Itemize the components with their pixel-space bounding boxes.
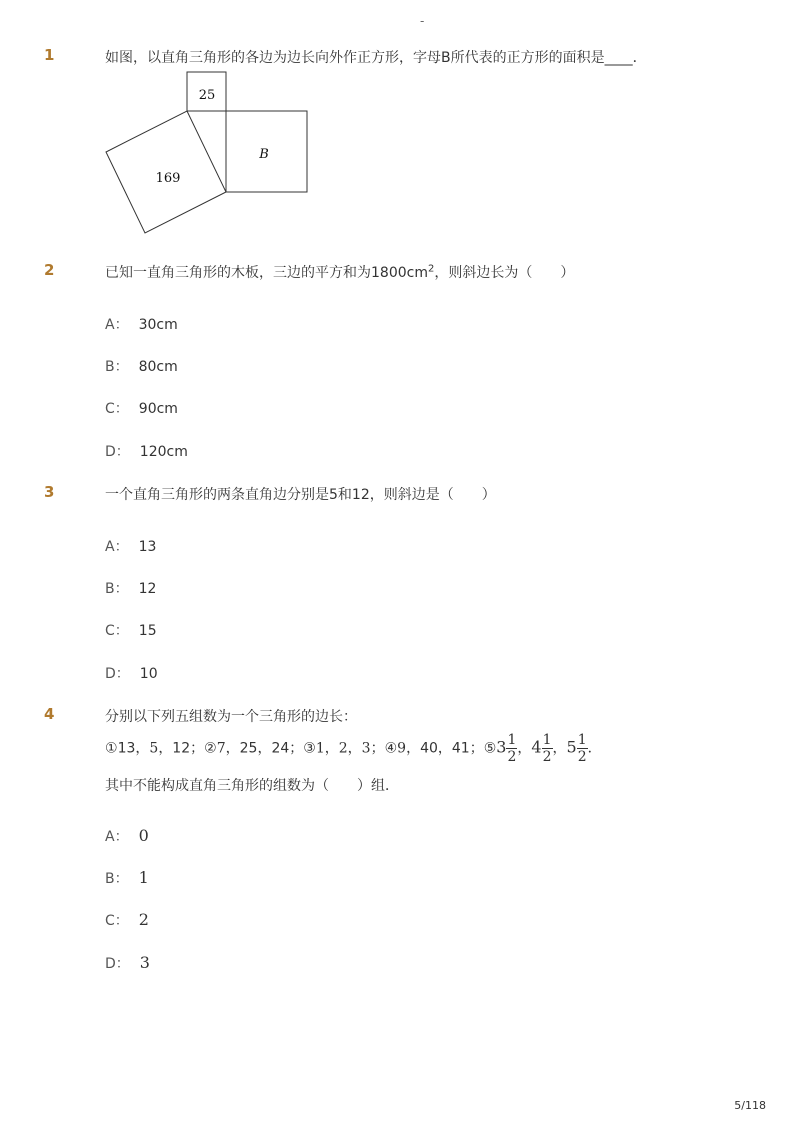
question-text-4-line3: 其中不能构成直角三角形的组数为（ ）组． — [105, 778, 399, 794]
page-number: 5/118 — [734, 1099, 766, 1112]
q2-option-c[interactable]: C： 90cm — [105, 401, 178, 417]
question-text-3: 一个直角三角形的两条直角边分别是5和12，则斜边是（ ） — [105, 487, 496, 503]
question-number-4: 4 — [44, 705, 55, 723]
q4-option-a[interactable]: A： 0 — [105, 826, 149, 845]
fraction-half-3: $\frac{1}{2}$ — [577, 732, 587, 765]
question-number-3: 3 — [44, 483, 55, 501]
q4-option-b[interactable]: B： 1 — [105, 868, 149, 887]
q4-option-d[interactable]: D： 3 — [105, 953, 150, 972]
fraction-half-2: $\frac{1}{2}$ — [542, 732, 552, 765]
q2-option-b[interactable]: B： 80cm — [105, 359, 178, 375]
q3-option-c[interactable]: C： 15 — [105, 623, 157, 639]
pythagoras-squares-figure — [100, 68, 315, 238]
header-dash: - — [420, 14, 425, 28]
question-text-1: 如图，以直角三角形的各边为边长向外作正方形，字母B所代表的正方形的面积是____． — [105, 50, 647, 66]
label-right: B — [259, 147, 269, 162]
fraction-half-1: $\frac{1}{2}$ — [507, 732, 517, 765]
label-left: 169 — [155, 171, 181, 186]
q3-option-d[interactable]: D： 10 — [105, 666, 158, 682]
q2-option-a[interactable]: A： 30cm — [105, 317, 178, 333]
q3-option-b[interactable]: B： 12 — [105, 581, 157, 597]
question-text-4-line1: 分别以下列五组数为一个三角形的边长： — [105, 709, 357, 725]
question-number-2: 2 — [44, 261, 55, 279]
question-text-4-groups: ①13，5，12；②7，25，24；③1，2，3；④9，40，41；⑤3 $\frac{1}{2}$ ，4 $\frac{1}{2}$ ，5 $\frac{1}{2}$ ． — [105, 732, 602, 765]
q3-option-a[interactable]: A： 13 — [105, 539, 157, 555]
q2-option-d[interactable]: D： 120cm — [105, 444, 188, 460]
q4-option-c[interactable]: C： 2 — [105, 910, 149, 929]
question-text-2: 已知一直角三角形的木板，三边的平方和为$1800cm^2$，则斜边长为（ ） — [105, 263, 575, 281]
question-number-1: 1 — [44, 46, 55, 64]
label-top: 25 — [198, 88, 216, 103]
